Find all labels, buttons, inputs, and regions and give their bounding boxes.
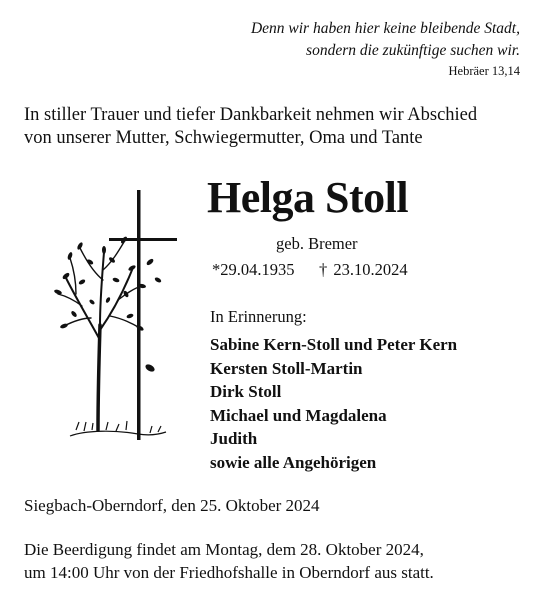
mourner-item: sowie alle Angehörigen <box>210 452 377 472</box>
funeral-line-2: um 14:00 Uhr von der Friedhofshalle in Oberndorf aus statt. <box>24 563 434 582</box>
mourner-item: Dirk Stoll <box>210 382 282 402</box>
epigraph-quote <box>251 18 520 62</box>
intro-line-2: von unserer Mutter, Schwiegermutter, Oma und Tante <box>24 128 423 148</box>
mourner-item: Judith <box>210 429 258 449</box>
birth-name: geb. Bremer <box>276 234 358 253</box>
mourner-item: Kersten Stoll-Martin <box>210 358 363 378</box>
death-date: † 23.10.2024 <box>319 260 408 279</box>
memory-label: In Erinnerung: <box>210 307 307 326</box>
epigraph-reference: Hebräer 13,14 <box>448 64 520 78</box>
funeral-line-1: Die Beerdigung findet am Montag, dem 28. Oktober 2024, <box>24 540 424 559</box>
tree-with-cross-icon <box>46 190 196 455</box>
mourner-item: Michael und Magdalena <box>210 405 387 425</box>
place-date: Siegbach-Oberndorf, den 25. Oktober 2024 <box>24 496 320 515</box>
deceased-name: Helga Stoll <box>207 173 409 222</box>
mourners-list <box>210 333 457 475</box>
intro-line-1: In stiller Trauer und tiefer Dankbarkeit nehmen wir Abschied <box>24 105 478 125</box>
life-dates <box>212 260 408 280</box>
epigraph-line-1: Denn wir haben hier keine bleibende Stadt, <box>250 20 520 37</box>
intro-text <box>24 104 477 150</box>
birth-date: *29.04.1935 <box>212 260 295 279</box>
epigraph-line-2: sondern die zukünftige suchen wir. <box>306 42 520 59</box>
funeral-notice <box>24 538 434 584</box>
mourner-item: Sabine Kern-Stoll und Peter Kern <box>210 335 458 354</box>
